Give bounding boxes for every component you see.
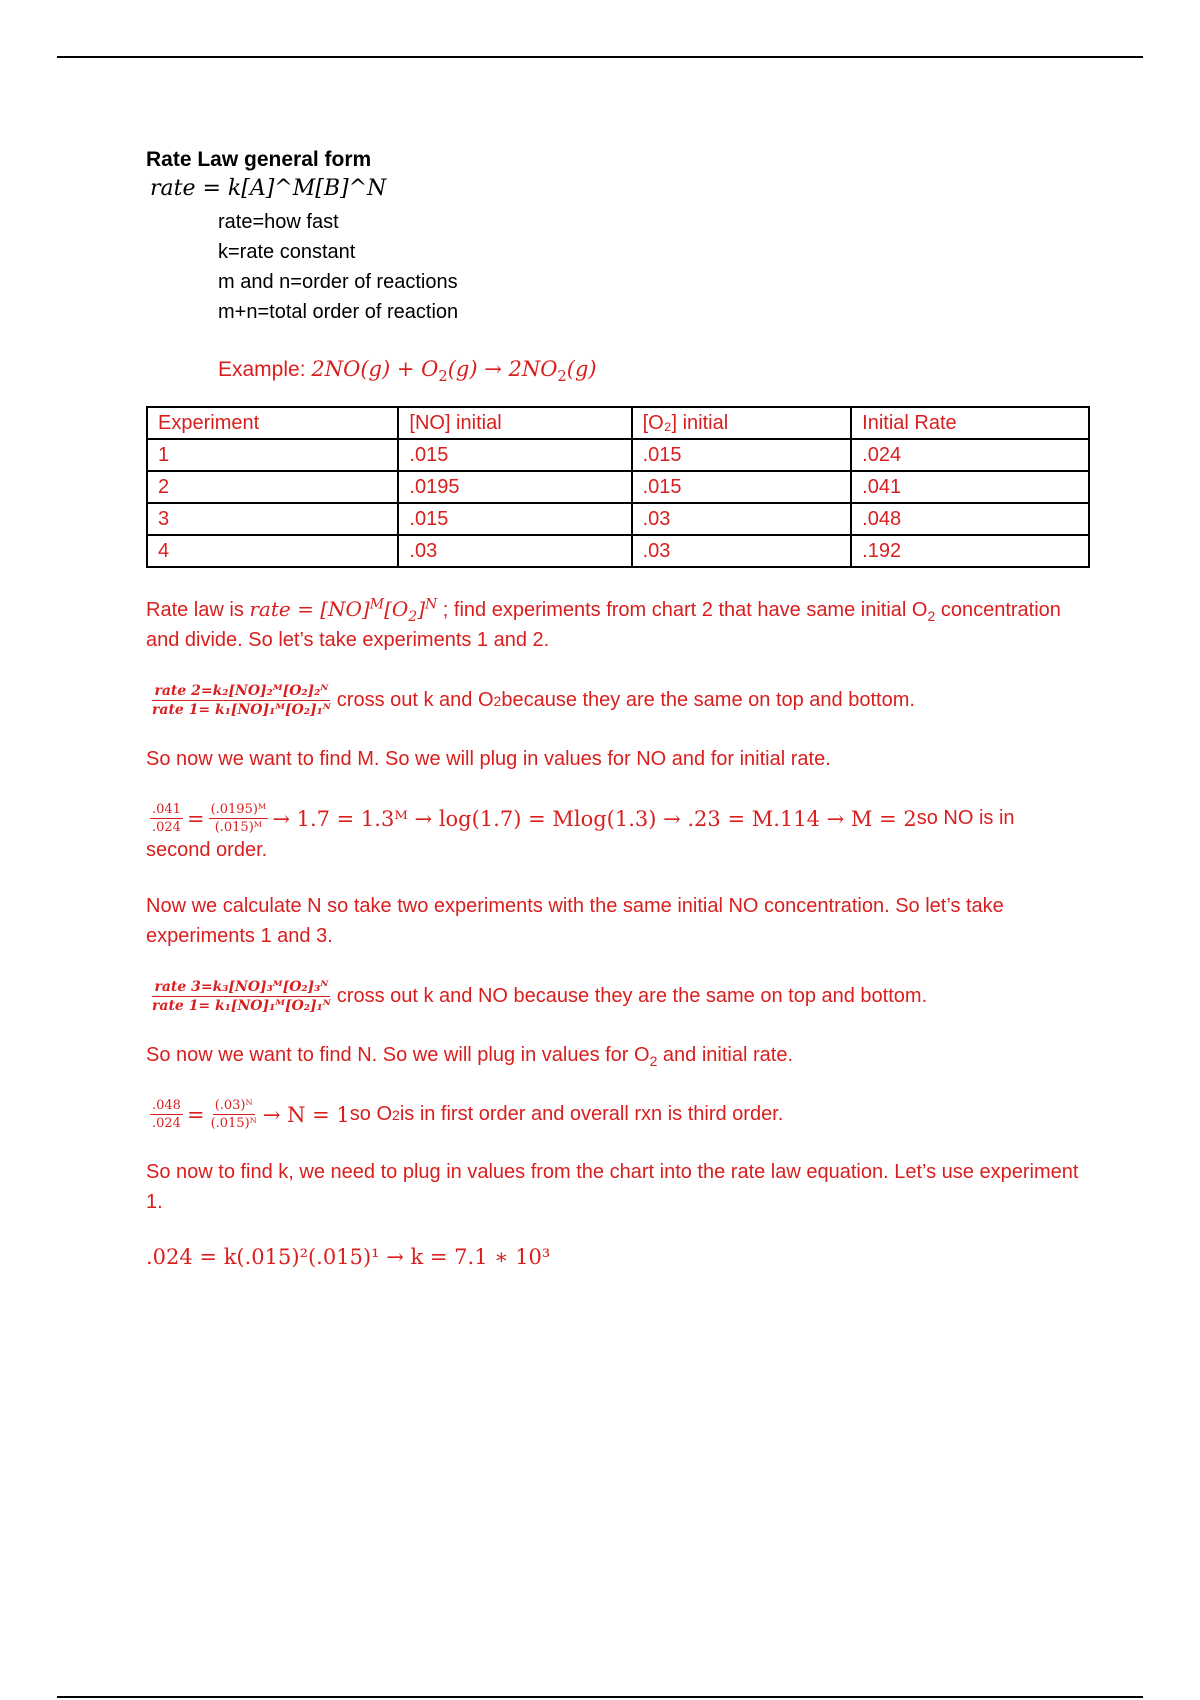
paragraph-find-n: So now we want to find N. So we will plug in values for $O_2$ and initial rate. — [146, 1044, 794, 1069]
table-cell: .03 — [398, 535, 631, 567]
general-rate-formula: rate = k[A]^M[B]^N — [150, 176, 387, 201]
equation-solve-n: $\frac{.048}{.024}$ = $\frac{\text{(.03)ᴺ}}{\text{(.015)ᴺ}}$ → N = 1 so O 2 is in first order and overall rxn is third order. — [152, 1098, 784, 1131]
table-cell: .041 — [851, 471, 1089, 503]
rate-law-formula: rate = $[NO]^M[O_2]^N$ — [249, 596, 438, 625]
bottom-rule — [57, 1696, 1143, 1698]
table-row — [147, 535, 1089, 567]
equation-solve-k — [146, 1245, 1086, 1269]
rate-ratio-fraction: $\frac{\text{rate 2=k₂[NO]₂ᴹ[O₂]₂ᴺ}}{\text{rate 1= k₁[NO]₁ᴹ[O₂]₁ᴺ}}$ — [152, 683, 331, 718]
rate-ratio-fraction: $\frac{\text{rate 3=k₃[NO]₃ᴹ[O₂]₃ᴺ}}{\text{rate 1= k₁[NO]₁ᴹ[O₂]₁ᴺ}}$ — [152, 979, 331, 1014]
top-rule — [57, 56, 1143, 58]
header-initial-rate: Initial Rate — [851, 407, 1089, 439]
table-cell: .015 — [398, 439, 631, 471]
table-cell: .015 — [632, 439, 852, 471]
definition-item: m and n=order of reactions — [218, 271, 458, 293]
table-cell: 2 — [147, 471, 398, 503]
paragraph-rate-law: Rate law is rate = $[NO]^M[O_2]^N$ ; find experiments from chart 2 that have same initial $O_2$ concentration and divide. So let’s take experiments 1 and 2. — [146, 596, 1061, 651]
ratio-equation-2: $\frac{\text{rate 3=k₃[NO]₃ᴹ[O₂]₃ᴺ}}{\text{rate 1= k₁[NO]₁ᴹ[O₂]₁ᴺ}}$ cross out k and NO because they are the same on top and bottom. — [152, 979, 928, 1014]
header-o2-initial: [O₂] initial — [632, 407, 852, 439]
example-reaction-part-2: (g) → 2NO — [447, 357, 558, 381]
table-cell: .192 — [851, 535, 1089, 567]
definitions-list — [218, 207, 1086, 327]
table-cell: .015 — [398, 503, 631, 535]
table-cell: .03 — [632, 503, 852, 535]
table-cell: .0195 — [398, 471, 631, 503]
m-conclusion: second order. — [146, 839, 268, 861]
rate-fraction: $\frac{.048}{.024}$ — [152, 1098, 181, 1131]
experiment-table — [146, 406, 1090, 568]
table-cell: .048 — [851, 503, 1089, 535]
table-cell: .03 — [632, 535, 852, 567]
k-derivation: .024 = k(.015)²(.015)¹ → k = 7.1 ∗ 10³ — [146, 1245, 551, 1269]
paragraph-find-k: So now to find k, we need to plug in values from the chart into the rate law equation. Let’s use experiment 1. — [146, 1161, 1079, 1213]
n-derivation: → N = 1 — [262, 1102, 350, 1127]
table-row — [147, 439, 1089, 471]
example-label: Example: — [218, 358, 312, 381]
example-reaction: Example: $2NO(g) + O_2(g) \to 2NO_2(g)$ — [218, 357, 597, 386]
table-cell: .024 — [851, 439, 1089, 471]
concentration-fraction: $\frac{\text{(.03)ᴺ}}{\text{(.015)ᴺ}}$ — [210, 1098, 257, 1131]
example-reaction-part-1: 2NO(g) + O — [311, 357, 439, 381]
table-header-row — [147, 407, 1089, 439]
m-derivation: → 1.7 = 1.3ᴹ → log(1.7) = Mlog(1.3) → .23 = M.114 → M = 2 — [272, 806, 917, 831]
definition-item: k=rate constant — [218, 241, 356, 263]
paragraph-find-n-setup: Now we calculate N so take two experiments with the same initial NO concentration. So let’s take experiments 1 and 3. — [146, 895, 1004, 947]
table-cell: 1 — [147, 439, 398, 471]
document-body — [146, 140, 1086, 1269]
header-experiment: Experiment — [147, 407, 398, 439]
paragraph-find-m: So now we want to find M. So we will plug in values for NO and for initial rate. — [146, 748, 831, 770]
section-title: Rate Law general form — [146, 148, 372, 171]
table-cell: 3 — [147, 503, 398, 535]
concentration-fraction: $\frac{\text{(.0195)ᴹ}}{\text{(.015)ᴹ}}$ — [210, 802, 267, 835]
table-cell: .015 — [632, 471, 852, 503]
header-no-initial: [NO] initial — [398, 407, 631, 439]
equation-solve-m: $\frac{.041}{.024}$ = $\frac{\text{(.0195)ᴹ}}{\text{(.015)ᴹ}}$ → 1.7 = 1.3ᴹ → log(1.7) = Mlog(1.3) → .23 = M.114 → M = 2 so NO is in — [152, 802, 1015, 835]
definition-item: rate=how fast — [218, 211, 339, 233]
rate-fraction: $\frac{.041}{.024}$ — [152, 802, 181, 835]
table-cell: 4 — [147, 535, 398, 567]
definition-item: m+n=total order of reaction — [218, 301, 459, 323]
table-row — [147, 471, 1089, 503]
table-row — [147, 503, 1089, 535]
example-reaction-part-3: (g) — [566, 357, 597, 381]
ratio-equation-1: $\frac{\text{rate 2=k₂[NO]₂ᴹ[O₂]₂ᴺ}}{\text{rate 1= k₁[NO]₁ᴹ[O₂]₁ᴺ}}$ cross out k and O 2 because they are the same on top and bottom. — [152, 683, 915, 718]
